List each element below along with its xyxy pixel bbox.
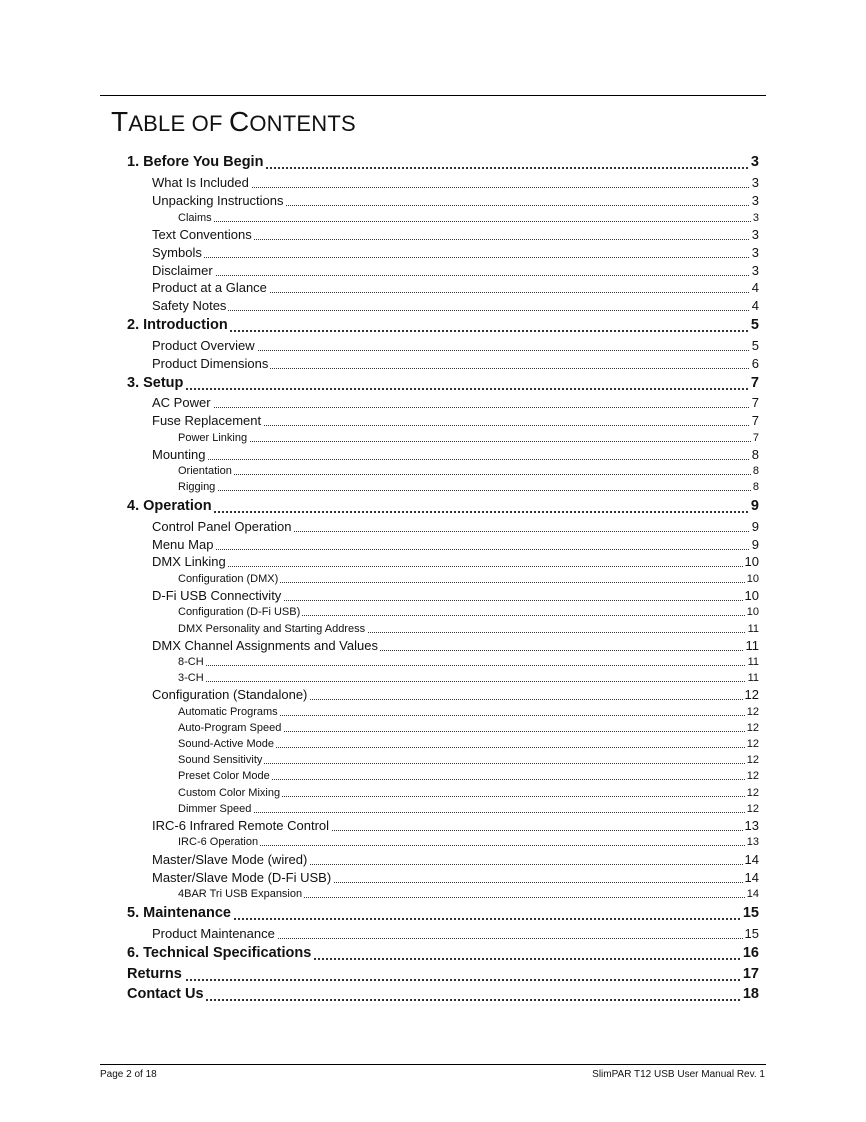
toc-dot-leader [178,440,759,442]
toc-entry-page-number: 11 [745,638,759,653]
toc-dot-leader [178,220,759,222]
toc-dot-leader [178,844,759,846]
toc-entry-label: 4. Operation [127,498,212,514]
toc-entry-label: Custom Color Mixing [178,784,282,802]
toc-entry-page-number: 9 [750,498,759,514]
toc-entry[interactable] [0,536,866,554]
toc-dot-leader [152,458,759,460]
toc-entry-label: 1. Before You Begin [127,154,264,170]
toc-entry-label: Power Linking [178,429,249,447]
toc-entry-label: 6. Technical Specifications [127,945,312,961]
toc-entry-page-number: 5 [750,317,759,333]
toc-entry-label: Disclaimer [152,263,213,278]
toc-dot-leader [127,387,759,390]
toc-entry[interactable] [0,153,866,171]
toc-entry-label: DMX Channel Assignments and Values [152,638,378,653]
toc-entry-page-number: 3 [751,245,759,260]
toc-dot-leader [152,274,759,276]
toc-entry-page-number: 11 [746,669,759,687]
toc-entry-label: Mounting [152,447,206,462]
toc-dot-leader [152,548,759,550]
toc-dot-leader [178,680,759,682]
toc-entry-page-number: 12 [745,800,759,818]
toc-entry-label: Symbols [152,245,202,260]
toc-entry-label: Auto-Program Speed [178,719,283,737]
toc-entry-label: Sound Sensitivity [178,751,264,769]
toc-entry-page-number: 3 [751,263,759,278]
toc-entry[interactable] [0,374,866,392]
toc-entry-label: Claims [178,209,214,227]
toc-entry-page-number: 9 [751,519,759,534]
toc-entry-page-number: 12 [745,735,759,753]
toc-entry-page-number: 13 [745,833,759,851]
toc-entry[interactable] [0,192,866,210]
toc-entry-label: Product at a Glance [152,280,267,295]
toc-entry-page-number: 3 [751,193,759,208]
toc-entry-page-number: 16 [742,945,759,961]
toc-entry-label: IRC-6 Operation [178,833,260,851]
toc-dot-leader [178,473,759,475]
toc-entry-page-number: 14 [744,870,759,885]
toc-entry[interactable] [0,800,866,818]
toc-entry-page-number: 11 [746,653,759,671]
toc-entry[interactable] [0,355,866,373]
toc-entry-label: Product Overview [152,338,255,353]
toc-dot-leader [152,406,759,408]
toc-entry-page-number: 4 [751,298,759,313]
toc-entry-page-number: 3 [751,175,759,190]
toc-entry-page-number: 10 [744,554,759,569]
toc-entry[interactable] [0,174,866,192]
toc-entry-page-number: 13 [744,818,759,833]
toc-entry[interactable] [0,904,866,922]
toc-entry-page-number: 9 [751,537,759,552]
toc-entry-label: Dimmer Speed [178,800,253,818]
toc-dot-leader [178,762,759,764]
toc-entry-label: 5. Maintenance [127,905,231,921]
toc-entry-page-number: 12 [745,767,759,785]
toc-entry[interactable] [0,244,866,262]
toc-entry-label: Sound-Active Mode [178,735,276,753]
toc-entry-page-number: 10 [745,570,759,588]
toc-entry-label: 8-CH [178,653,206,671]
toc-dot-leader [178,664,759,666]
toc-entry[interactable] [0,603,866,621]
toc-entry[interactable] [0,885,866,903]
toc-entry-page-number: 15 [742,905,759,921]
toc-entry[interactable] [0,429,866,447]
toc-entry-page-number: 15 [744,926,759,941]
toc-entry-page-number: 12 [745,751,759,769]
toc-entry-label: Returns [127,966,182,982]
footer-document-title: SlimPAR T12 USB User Manual Rev. 1 [592,1069,765,1080]
toc-entry-label: Control Panel Operation [152,519,292,534]
toc-dot-leader [152,565,759,567]
toc-entry-page-number: 7 [751,395,759,410]
toc-dot-leader [178,489,759,491]
toc-entry-label: Master/Slave Mode (wired) [152,852,308,867]
toc-entry-page-number: 6 [751,356,759,371]
toc-entry-label: Product Dimensions [152,356,269,371]
toc-entry-label: Rigging [178,478,217,496]
toc-entry-page-number: 8 [751,462,759,480]
toc-dot-leader [127,998,759,1001]
toc-entry-page-number: 14 [744,852,759,867]
toc-entry-label: 3. Setup [127,375,184,391]
toc-entry-label: Text Conventions [152,227,252,242]
toc-entry-page-number: 7 [751,429,759,447]
toc-entry-label: AC Power [152,395,211,410]
toc-entry-page-number: 12 [745,703,759,721]
toc-entry[interactable] [0,925,866,943]
toc-dot-leader [152,256,759,258]
toc-entry[interactable] [0,669,866,687]
toc-entry-page-number: 14 [745,885,759,903]
toc-entry[interactable] [0,209,866,227]
toc-entry-page-number: 11 [746,620,759,638]
toc-entry[interactable] [0,394,866,412]
toc-entry-label: Configuration (D-Fi USB) [178,603,302,621]
toc-entry-label: DMX Linking [152,554,226,569]
toc-entry[interactable] [0,337,866,355]
toc-entry-page-number: 17 [742,966,759,982]
toc-entry[interactable] [0,553,866,571]
toc-entry-page-number: 18 [742,986,759,1002]
toc-entry-page-number: 12 [745,784,759,802]
toc-entry-page-number: 8 [751,447,759,462]
top-rule [100,95,766,96]
toc-entry-label: Safety Notes [152,298,227,313]
toc-entry-label: Fuse Replacement [152,413,262,428]
toc-entry-label: Contact Us [127,986,204,1002]
toc-entry-page-number: 12 [745,719,759,737]
toc-entry-label: IRC-6 Infrared Remote Control [152,818,330,833]
toc-entry-label: 3-CH [178,669,206,687]
toc-entry-page-number: 7 [750,375,759,391]
toc-entry[interactable] [0,478,866,496]
toc-entry-page-number: 12 [744,687,759,702]
toc-entry-page-number: 3 [751,209,759,227]
toc-entry[interactable] [0,518,866,536]
toc-entry-label: Menu Map [152,537,214,552]
toc-entry-label: Configuration (DMX) [178,570,280,588]
toc-entry[interactable] [0,279,866,297]
toc-entry-label: DMX Personality and Starting Address [178,620,367,638]
toc-dot-leader [127,978,759,981]
toc-dot-leader [178,811,759,813]
bottom-rule [100,1064,766,1065]
toc-entry[interactable] [0,851,866,869]
toc-entry[interactable] [0,316,866,334]
toc-entry-page-number: 5 [751,338,759,353]
toc-entry[interactable] [0,686,866,704]
toc-entry-page-number: 4 [751,280,759,295]
toc-entry-label: Unpacking Instructions [152,193,284,208]
toc-entry-label: 2. Introduction [127,317,228,333]
footer-page-number: Page 2 of 18 [100,1069,157,1080]
toc-entry-page-number: 3 [750,154,759,170]
toc-dot-leader [152,309,759,311]
toc-entry[interactable] [0,262,866,280]
toc-entry-label: Configuration (Standalone) [152,687,308,702]
toc-entry[interactable] [0,620,866,638]
page-title: TABLE OF CONTENTS [111,106,356,137]
toc-entry-label: 4BAR Tri USB Expansion [178,885,304,903]
toc-entry[interactable] [0,985,866,1003]
toc-entry[interactable] [0,297,866,315]
toc-entry-label: Product Maintenance [152,926,275,941]
toc-entry[interactable] [0,226,866,244]
toc-entry[interactable] [0,570,866,588]
toc-entry[interactable] [0,767,866,785]
toc-entry-label: What Is Included [152,175,249,190]
toc-entry-label: Preset Color Mode [178,767,272,785]
toc-entry[interactable] [0,833,866,851]
toc-entry-page-number: 7 [751,413,759,428]
toc-entry-page-number: 10 [744,588,759,603]
toc-entry-page-number: 8 [751,478,759,496]
toc-entry-page-number: 3 [751,227,759,242]
toc-entry[interactable] [0,497,866,515]
toc-entry[interactable] [0,944,866,962]
toc-entry-label: Orientation [178,462,234,480]
toc-entry[interactable] [0,412,866,430]
toc-entry[interactable] [0,965,866,983]
toc-entry-label: D-Fi USB Connectivity [152,588,282,603]
toc-entry-label: Automatic Programs [178,703,280,721]
toc-dot-leader [127,510,759,513]
toc-entry-page-number: 10 [745,603,759,621]
toc-entry-label: Master/Slave Mode (D-Fi USB) [152,870,332,885]
